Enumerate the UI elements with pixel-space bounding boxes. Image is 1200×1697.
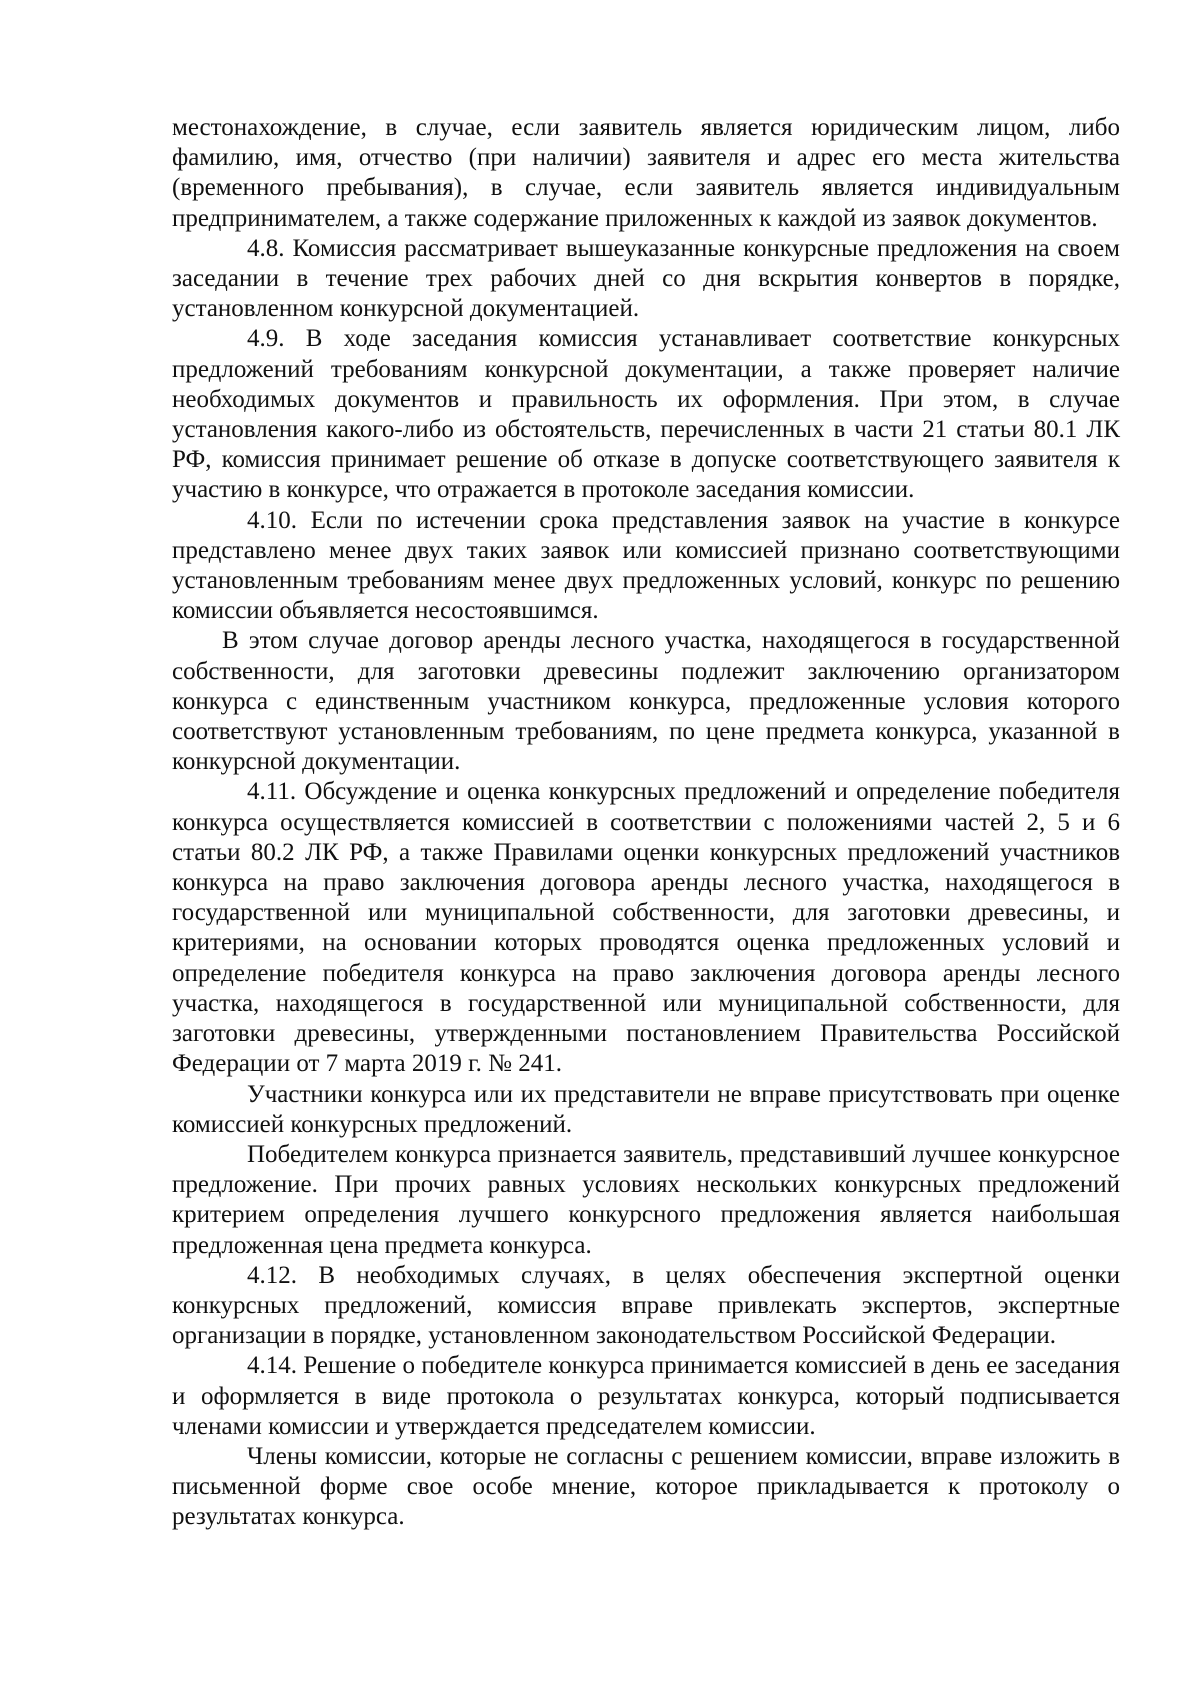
paragraph-continuation: местонахождение, в случае, если заявитель является юридическим лицом, либо фамилию, имя, отчество (при наличии) заявителя и адрес его места жительства (временного пребывания), в случае, если заявитель является индивидуальным предпринимателем, а также содержание приложенных к каждой из заявок документов. (172, 114, 1120, 232)
paragraph-4-12: 4.12. В необходимых случаях, в целях обеспечения экспертной оценки конкурсных предложений, комиссия вправе привлекать экспертов, экспертные организации в порядке, установленном законодательством Российской Федерации. (172, 1261, 1120, 1350)
paragraph-winner: Победителем конкурса признается заявитель, представивший лучшее конкурсное предложение. При прочих равных условиях нескольких конкурсных предложений критерием определения лучшего конкурсного предложения является наибольшая предложенная цена предмета конкурса. (172, 1140, 1120, 1259)
paragraph-4-10: 4.10. Если по истечении срока представления заявок на участие в конкурсе представлено менее двух таких заявок или комиссией признано соответствующими установленным требованиям менее двух предложенных условий, конкурс по решению комиссии объявляется несостоявшимся. (172, 506, 1120, 625)
paragraph-participants: Участники конкурса или их представители не вправе присутствовать при оценке комиссией конкурсных предложений. (172, 1080, 1120, 1138)
paragraph-dissent: Члены комиссии, которые не согласны с решением комиссии, вправе изложить в письменной форме свое особе мнение, которое прикладывается к протоколу о результатах конкурса. (172, 1442, 1120, 1531)
paragraph-4-14: 4.14. Решение о победителе конкурса принимается комиссией в день ее заседания и оформляется в виде протокола о результатах конкурса, который подписывается членами комиссии и утверждается председателем комиссии. (172, 1352, 1120, 1440)
paragraph-4-11: 4.11. Обсуждение и оценка конкурсных предложений и определение победителя конкурса осуществляется комиссией в соответствии с положениями частей 2, 5 и 6 статьи 80.2 ЛК РФ, а также Правилами оценки конкурсных предложений участников конкурса на право заключения договора аренды лесного участка, находящегося в государственной или муниципальной собственности, для заготовки древесины, и критериями, на основании которых проводятся оценка предложенных условий и определение победителя конкурса на право заключения договора аренды лесного участка, находящегося в государственной или муниципальной собственности, для заготовки древесины, утвержденными постановлением Правительства Российской Федерации от 7 марта 2019 г. № 241. (172, 778, 1120, 1078)
document-page (172, 113, 1120, 1533)
paragraph-4-9: 4.9. В ходе заседания комиссия устанавливает соответствие конкурсных предложений требованиям конкурсной документации, а также проверяет наличие необходимых документов и правильность их оформления. При этом, в случае установления какого-либо из обстоятельств, перечисленных в части 21 статьи 80.1 ЛК РФ, комиссия принимает решение об отказе в допуске соответствующего заявителя к участию в конкурсе, что отражается в протоколе заседания комиссии. (172, 325, 1120, 504)
paragraph-4-8: 4.8. Комиссия рассматривает вышеуказанные конкурсные предложения на своем заседании в течение трех рабочих дней со дня вскрытия конвертов в порядке, установленном конкурсной документацией. (172, 234, 1120, 323)
paragraph-4-10-continued: В этом случае договор аренды лесного участка, находящегося в государственной собственности, для заготовки древесины подлежит заключению организатором конкурса с единственным участником конкурса, предложенные условия которого соответствуют установленным требованиям, по цене предмета конкурса, указанной в конкурсной документации. (172, 627, 1120, 776)
